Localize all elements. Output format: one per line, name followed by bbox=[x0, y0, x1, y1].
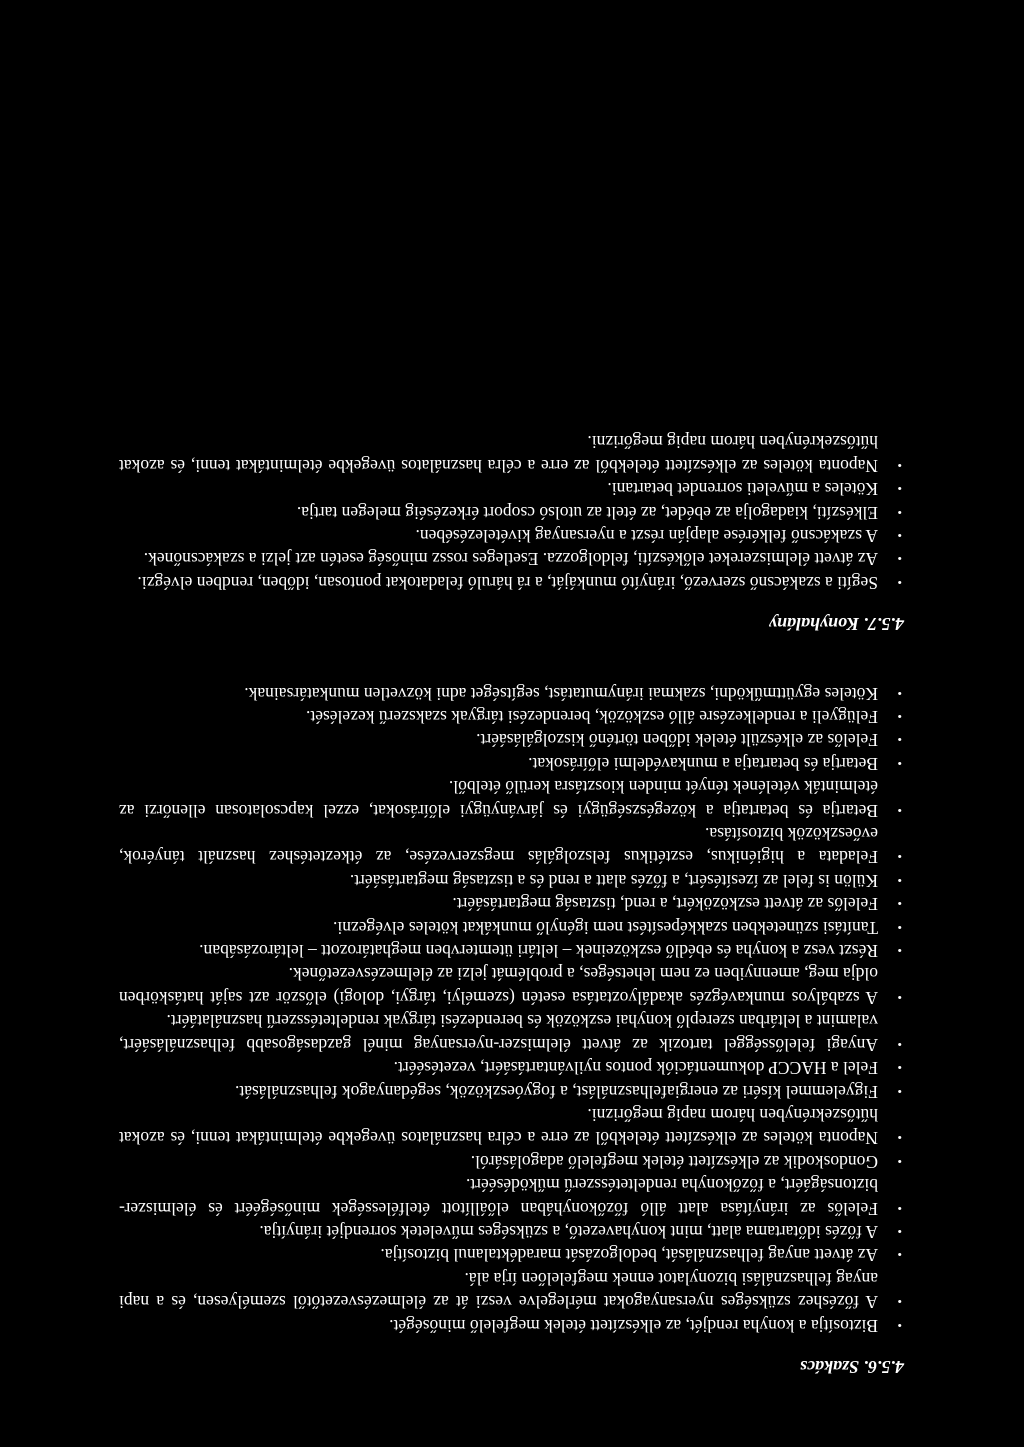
bullet-icon: • bbox=[897, 802, 902, 818]
bullet-icon: • bbox=[897, 551, 902, 567]
bullet-icon: • bbox=[897, 943, 902, 959]
list-item bbox=[119, 822, 904, 869]
bullet-icon: • bbox=[897, 574, 902, 590]
list-item bbox=[119, 681, 904, 704]
bullet-icon: • bbox=[897, 1153, 902, 1169]
list-item bbox=[119, 500, 904, 523]
bullet-icon: • bbox=[897, 872, 902, 888]
list-item-text: Az átvett élelmiszereket előkészíti, feldolgozza. Esetleges rossz minőség esetén azt jelzi a szakácsnőnek. bbox=[143, 549, 878, 570]
list-item-text: Segíti a szakácsnő szervező, irányító munkáját, a rá háruló feladatokat pontosan, időben, rendben elvégzi. bbox=[137, 572, 878, 593]
list-item bbox=[119, 1149, 904, 1172]
list-item bbox=[119, 1313, 904, 1336]
list-item bbox=[119, 1220, 904, 1243]
list-item bbox=[119, 868, 904, 891]
bullet-icon: • bbox=[897, 481, 902, 497]
list-item bbox=[119, 775, 904, 822]
bullet-icon: • bbox=[897, 457, 902, 473]
section-2 bbox=[119, 430, 904, 635]
bullet-icon: • bbox=[897, 1247, 902, 1263]
list-item bbox=[119, 892, 904, 915]
list-item bbox=[119, 430, 904, 477]
list-item-text: Külön is felel az ízesítésért, a főzés alatt a rend és a tisztaság megtartásáért. bbox=[349, 870, 878, 891]
list-item-text: Betartja és betartatja a munkavédelmi előírásokat. bbox=[528, 753, 878, 774]
list-item bbox=[119, 477, 904, 500]
list-item-text: Feladata a higiénikus, esztétikus felszolgálás megszervezése, az étkeztetéshez használt tányérok, evőeszközök biztosítása. bbox=[119, 824, 878, 868]
bullet-icon: • bbox=[897, 732, 902, 748]
list-item-text: Az átvett anyag felhasználását, bedolgozását maradéktalanul biztosítja. bbox=[380, 1245, 878, 1266]
list-item-text: Biztosítja a konyha rendjét, az elkészített ételek megfelelő minőségét. bbox=[389, 1315, 878, 1336]
bullet-icon: • bbox=[897, 1223, 902, 1239]
list-item-text: Naponta köteles az elkészített ételekből az erre a célra használatos üvegekbe ételmintákat tenni, és azokat hűtőszekrényben három napig megőrizni. bbox=[119, 1104, 878, 1149]
document-content bbox=[119, 410, 904, 1378]
list-item bbox=[119, 705, 904, 728]
list-item-text: A főzéshez szükséges nyersanyagokat mérlegelve veszi át az élelmezésvezetőtől személyesen, és a napi anyag felhasználási bizonylatot ennek megfelelően írja alá. bbox=[119, 1268, 878, 1313]
list-item-text: Elkészíti, kiadagolja az ebédet, az ételt az utolsó csoport érkezéséig melegen tartja. bbox=[296, 502, 878, 523]
list-item bbox=[119, 1103, 904, 1150]
bullet-icon: • bbox=[897, 504, 902, 520]
list-item-text: Részt vesz a konyha és ebédlő eszközeinek – leltári ütemtervben meghatározott – leltározásában. bbox=[199, 941, 878, 962]
bullet-icon: • bbox=[897, 1060, 902, 1076]
bullet-icon: • bbox=[897, 709, 902, 725]
list-item-text: Gondoskodik az elkészített ételek megfelelő adagolásáról. bbox=[470, 1151, 878, 1172]
bullet-icon: • bbox=[897, 755, 902, 771]
list-item-text: Anyagi felelősséggel tartozik az átvett élelmiszer-nyersanyag minél gazdaságosabb felhasználásáért, valamint a leltárban szereplő konyhai eszközök és berendezési tárgyak rendeltetésszerű használatáért. bbox=[119, 1011, 878, 1055]
list-item-text: Felel a HACCP dokumentációk pontos nyilvántartásáért, vezetéséért. bbox=[393, 1058, 878, 1079]
bullet-icon: • bbox=[897, 1036, 902, 1052]
section-heading: 4.5.6. Szakács bbox=[799, 1357, 904, 1377]
list-item bbox=[119, 1009, 904, 1056]
list-item-text: Felügyeli a rendelkezésre álló eszközök, berendezési tárgyak szakszerű kezelését. bbox=[305, 707, 878, 728]
list-item-text: A főzés időtartama alatt, mint konyhavezető, a szükséges műveletek sorrendjét irányítja. bbox=[259, 1221, 878, 1242]
bullet-icon: • bbox=[897, 849, 902, 865]
bullet-icon: • bbox=[897, 989, 902, 1005]
list-item-text: Naponta köteles az elkészített ételekből az erre a célra használatos üvegekbe ételmintákat tenni, és azokat hűtőszekrényben három napig megőrizni. bbox=[119, 432, 878, 476]
list-item-text: Köteles együttműködni, szakmai iránymutatást, segítséget adni közvetlen munkatársainak. bbox=[244, 683, 878, 704]
bullet-list bbox=[119, 430, 904, 594]
bullet-icon: • bbox=[897, 685, 902, 701]
list-item-text: A szabályos munkavégzés akadályoztatása esetén (személyi, tárgyi, dologi) először azt saját hatáskörben oldja meg, amennyiben ez nem lehetséges, a problémát jelzi az élelmezésvezetőnek. bbox=[119, 964, 878, 1008]
list-item-text: Figyelemmel kíséri az energiafelhasználást, a fogyóeszközök, segédanyagok felhasználását. bbox=[234, 1081, 878, 1102]
list-item bbox=[119, 1266, 904, 1313]
list-item bbox=[119, 751, 904, 774]
bullet-icon: • bbox=[897, 1294, 902, 1310]
list-item bbox=[119, 1079, 904, 1102]
list-item-text: Felelős az irányítása alatt álló főzőkonyhában előállított ételfélességek minőségéért és élelmiszer-biztonságáért, a főzőkonyha rendeltetésszerű működéséért. bbox=[119, 1175, 878, 1219]
bullet-icon: • bbox=[897, 896, 902, 912]
list-item bbox=[119, 728, 904, 751]
list-item bbox=[119, 547, 904, 570]
section-heading: 4.5.7. Konyhalány bbox=[768, 614, 904, 635]
bullet-list bbox=[119, 681, 904, 1336]
bullet-icon: • bbox=[897, 919, 902, 935]
list-item-text: Felelős az átvett eszközökért, a rend, tisztaság megtartásáért. bbox=[452, 894, 878, 915]
list-item bbox=[119, 524, 904, 547]
section-1 bbox=[119, 635, 904, 1378]
list-item bbox=[119, 962, 904, 1009]
list-item-text: Felelős az elkészült ételek időben történő kiszolgálásáért. bbox=[476, 730, 878, 751]
bullet-icon: • bbox=[897, 1130, 902, 1146]
list-item bbox=[119, 1056, 904, 1079]
section-gap bbox=[119, 635, 904, 661]
list-item-text: Tanítási szünetekben szakképesítést nem igénylő munkákat köteles elvégezni. bbox=[333, 917, 878, 938]
list-item-text: Köteles a műveleti sorrendet betartani. bbox=[607, 479, 878, 500]
list-item bbox=[119, 1173, 904, 1220]
list-item-text: Betartja és betartatja a közegészségügyi és járványügyi előírásokat, ezzel kapcsolatosan ellenőrzi az ételminták vételének tényét minden kiosztásra kerülő ételből. bbox=[119, 777, 878, 821]
bullet-icon: • bbox=[897, 1317, 902, 1333]
list-item bbox=[119, 1243, 904, 1266]
list-item-text: A szakácsnő felkérése alapján részt a nyersanyag kivételezésében. bbox=[415, 526, 878, 546]
list-item bbox=[119, 570, 904, 593]
bullet-icon: • bbox=[897, 1200, 902, 1216]
bullet-icon: • bbox=[897, 528, 902, 543]
list-item bbox=[119, 915, 904, 938]
bullet-icon: • bbox=[897, 1083, 902, 1099]
list-item bbox=[119, 939, 904, 962]
